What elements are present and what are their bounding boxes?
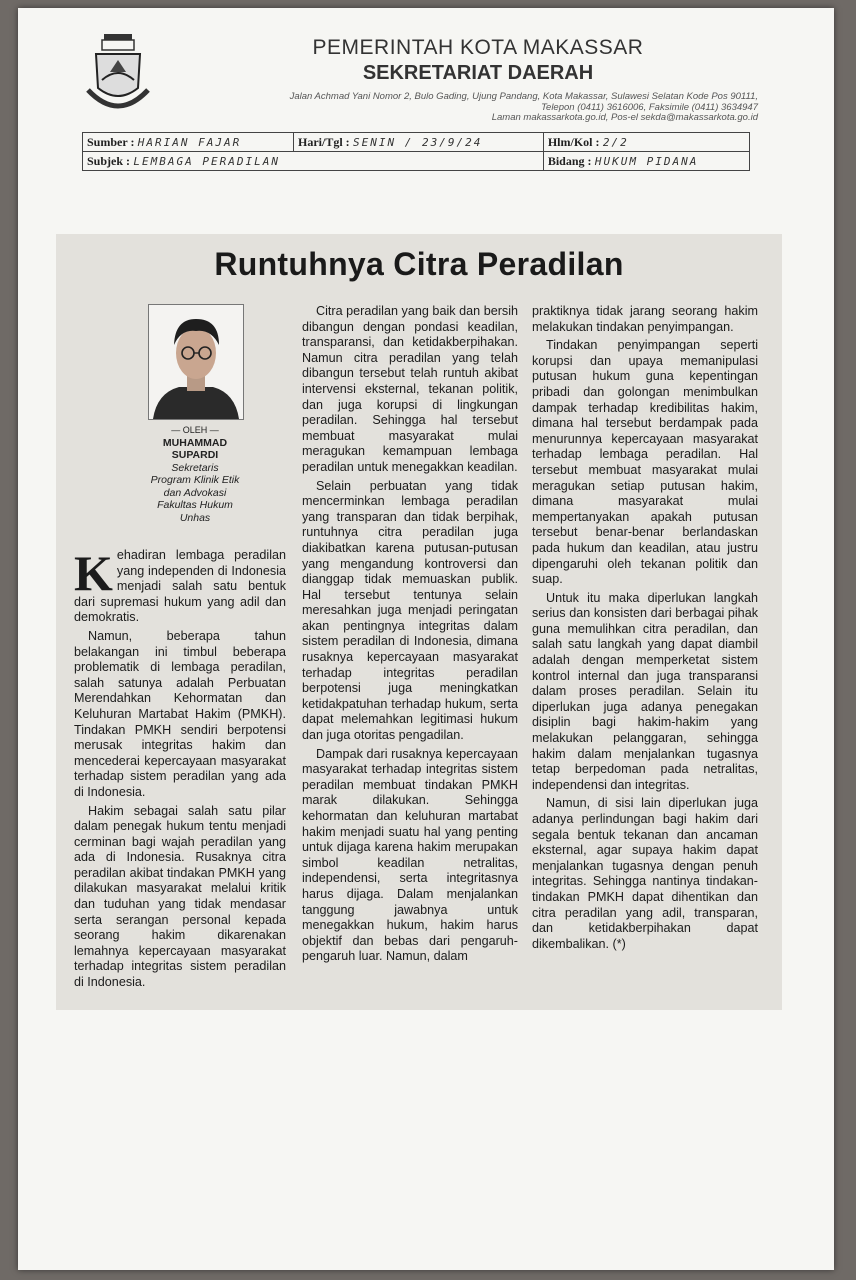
- clipping-meta-table: [82, 132, 750, 171]
- article-paragraph: Tindakan penyimpangan seperti korupsi dan upaya memanipulasi putusan hukum guna kepentingan pribadi dan golongan menimbulkan dampak terhadap kredibilitas hakim, dimana hal tersebut berdampak pada menurunnya kepercayaan masyarakat terhadap lembaga peradilan. Hal tersebut membuat masyarakat mulai meragukan setiap putusan hakim, dimana masyarakat mulai mempertanyakan apakah putusan tersebut benar-benar berlandaskan pada hukum dan keadilan, atau justru dipengaruhi oleh tekanan politik dan suap.: [532, 338, 758, 587]
- author-role-4: Fakultas Hukum: [157, 499, 233, 511]
- author-name-first: MUHAMMAD: [162, 436, 228, 449]
- author-name-last: SUPARDI: [171, 449, 219, 461]
- hlm-label: Hlm/Kol :: [547, 134, 600, 149]
- subjek-cell: [83, 152, 544, 171]
- byline-oleh: — OLEH —: [171, 425, 219, 435]
- article-paragraph: praktiknya tidak jarang seorang hakim melakukan tindakan penyimpangan.: [532, 304, 758, 334]
- author-role-2: Program Klinik Etik: [150, 474, 240, 486]
- sumber-value: HARIAN FAJAR: [137, 135, 242, 149]
- author-role-3: dan Advokasi: [163, 486, 227, 499]
- address-line: Jalan Achmad Yani Nomor 2, Bulo Gading, Ujung Pandang, Kota Makassar, Sulawesi Selatan Kode Pos 90111,: [289, 91, 758, 102]
- hari-label: Hari/Tgl :: [297, 134, 350, 149]
- article-paragraph: Namun, di sisi lain diperlukan juga adanya perlindungan bagi hakim dari segala bentuk tekanan dan ancaman eksternal, agar supaya hakim dapat menjalankan tugasnya dengan penuh integritas. Sehingga nantinya tindakan-tindakan PMKH dapat dihentikan dan citra peradilan yang adil, transparan, dan ketidakberpihakan dapat dikembalikan. (*): [532, 796, 758, 951]
- hari-value: SENIN / 23/9/24: [353, 135, 483, 149]
- subjek-value: LEMBAGA PERADILAN: [133, 154, 280, 168]
- document-page: [18, 8, 834, 1270]
- hari-cell: [293, 133, 543, 152]
- sumber-cell: [83, 133, 294, 152]
- paragraph-text: ehadiran lembaga peradilan yang independen di Indonesia menjadi salah satu bentuk dari supremasi hukum yang adil dan demokratis.: [74, 548, 286, 625]
- newspaper-clipping: [56, 234, 782, 1010]
- article-column-1: [74, 545, 286, 994]
- hlm-cell: [543, 133, 749, 152]
- bidang-cell: [543, 152, 749, 171]
- web-line: Laman makassarkota.go.id, Pos-el sekda@makassarkota.go.id: [491, 112, 758, 123]
- article-paragraph: Namun, beberapa tahun belakangan ini timbul beberapa problematik di lembaga peradilan, salah satunya adalah Perbuatan Merendahkan Kehormatan dan Keluhuran Martabat Hakim (PMKH). Tindakan PMKH sendiri berpotensi merusak integritas hakim dan mencederai kepercayaan masyarakat terhadap sistem peradilan yang ada di Indonesia.: [74, 628, 286, 799]
- bidang-label: Bidang :: [547, 153, 592, 168]
- letterhead-address: [198, 92, 758, 124]
- article-column-2: [302, 304, 518, 968]
- makassar-city-emblem-icon: [82, 30, 154, 120]
- bidang-value: HUKUM PIDANA: [594, 154, 699, 168]
- article-paragraph: Hakim sebagai salah satu pilar dalam penegak hukum tentu menjadi cerminan bagi wajah peradilan yang ada di Indonesia. Rusaknya citra peradilan akibat tindakan PMKH yang dilakukan masyarakat melalui kritik dan tuduhan yang tidak mendasar serta serangan personal kepada seorang hakim dikarenakan lemahnya kepercayaan masyarakat terhadap integritas sistem peradilan di Indonesia.: [74, 803, 286, 990]
- letterhead-subtitle: SEKRETARIAT DAERAH: [362, 62, 594, 84]
- letterhead-title: PEMERINTAH KOTA MAKASSAR: [312, 36, 644, 59]
- phone-line: Telepon (0411) 3616006, Faksimile (0411) 3634947: [541, 101, 758, 113]
- subjek-label: Subjek :: [87, 153, 131, 168]
- article-paragraph: Selain perbuatan yang tidak mencerminkan lembaga peradilan yang transparan dan tidak berpihak, runtuhnya citra peradilan juga diakibatkan karena putusan-putusan yang mengandung kontroversi dan dianggap tidak memuaskan publik. Hal tersebut tentunya selain meresahkan juga menjadi peringatan akan pentingnya integritas dalam sistem peradilan di Indonesia, dimana rusaknya kepercayaan masyarakat terhadap integritas peradilan berpotensi juga meningkatkan ketidakpatuhan terhadap hukum, serta dapat melemahkan legitimasi hukum dan juga otoritas pengadilan.: [302, 478, 518, 743]
- article-paragraph: Dampak dari rusaknya kepercayaan masyarakat terhadap integritas sistem peradilan membuat tindakan PMKH marak dilakukan. Sehingga kehormatan dan keluhuran martabat hakim menjadi suatu hal yang penting untuk dijaga karena hakim merupakan simbol keadilan netralitas, independensi, serta integritasnya harus dijaga. Dalam menjalankan tanggung jawabnya untuk menegakkan hukum, hakim harus objektif dan bebas dari pengaruh-pengaruh luar. Namun, dalam: [302, 746, 518, 964]
- dropcap-letter: K: [74, 545, 113, 601]
- article-column-3: [532, 304, 758, 955]
- article-paragraph: Citra peradilan yang baik dan bersih dibangun dengan pondasi keadilan, transparansi, dan ketidakberpihakan. Namun citra peradilan yang telah dibangun tersebut telah runtuh akibat intervensi eksternal, tekanan politik, dan juga korupsi di lingkungan peradilan. Sehingga hal tersebut membuat masyarakat mulai meragukan kemampuan lembaga peradilan untuk menegakkan keadilan.: [302, 304, 518, 474]
- hlm-value: 2/2: [602, 135, 629, 149]
- article-headline: Runtuhnya Citra Peradilan: [214, 246, 624, 282]
- sumber-label: Sumber :: [87, 134, 135, 149]
- author-byline: [128, 424, 262, 524]
- author-photo: [148, 304, 244, 420]
- author-role-1: Sekretaris: [171, 461, 219, 474]
- article-paragraph: Untuk itu maka diperlukan langkah serius dan konsisten dari berbagai pihak guna memulihkan citra peradilan, dan salah satu langkah yang dapat diambil adalah dengan memperketat sistem kontrol internal dan juga transparansi dalam proses peradilan. Selain itu diperlukan juga adanya penegakan disiplin bagi hakim-hakim yang melakukan pelanggaran, sehingga hakim dalam menjalankan tugasnya tetap berpedoman pada netralitas, independensi dan integritas.: [532, 590, 758, 792]
- article-paragraph: [74, 545, 286, 626]
- author-role-5: Unhas: [179, 511, 211, 524]
